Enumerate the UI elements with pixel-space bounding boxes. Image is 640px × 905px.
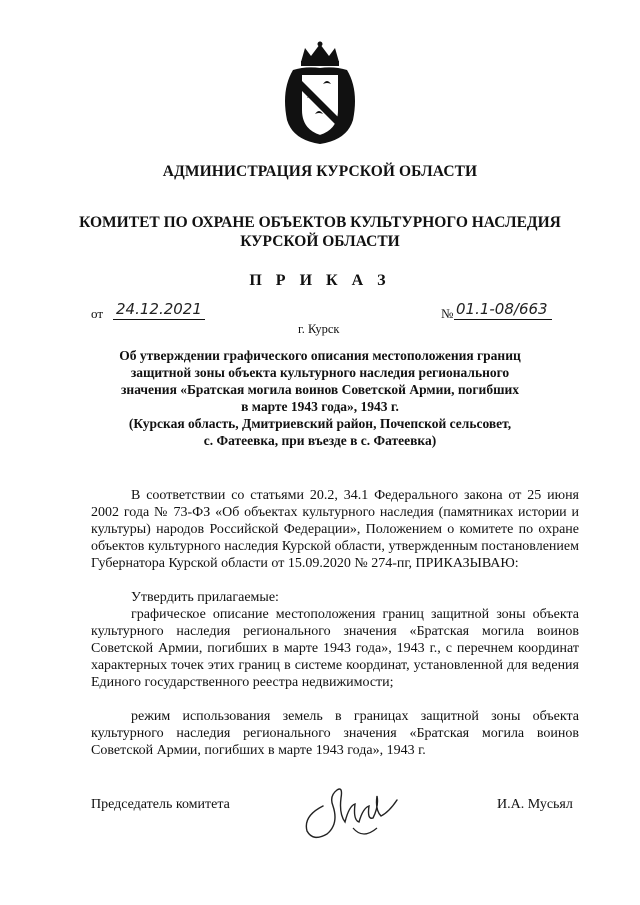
subject-line: значения «Братская могила воинов Советской Армии, погибших — [121, 382, 519, 397]
coat-of-arms-icon — [279, 40, 361, 148]
committee-title-line1: КОМИТЕТ ПО ОХРАНЕ ОБЪЕКТОВ КУЛЬТУРНОГО НАСЛЕДИЯ — [79, 214, 561, 231]
number-label: № — [441, 306, 454, 321]
signatory-name: И.А. Мусьял — [497, 797, 573, 812]
signature-icon — [293, 776, 413, 846]
number-underline — [454, 319, 552, 320]
body-paragraph-land-use-regime: режим использования земель в границах защитной зоны объекта культурного наследия регионального значения «Братская могила воинов Советской Армии, погибших в марте 1943 года», 1943 г. — [91, 709, 579, 758]
committee-title-line2: КУРСКОЙ ОБЛАСТИ — [240, 233, 400, 250]
subject-line: (Курская область, Дмитриевский район, Почепской сельсовет, — [128, 416, 512, 431]
administration-title: АДМИНИСТРАЦИЯ КУРСКОЙ ОБЛАСТИ — [162, 163, 478, 180]
subject-line: Об утверждении графического описания местоположения границ — [119, 348, 521, 363]
city: г. Курск — [298, 322, 340, 336]
date-value: 24.12.2021 — [116, 300, 202, 318]
body-paragraph-approve: Утвердить прилагаемые: — [131, 590, 279, 605]
committee-title — [40, 213, 600, 251]
body-paragraph-graphic-description: графическое описание местоположения границ защитной зоны объекта культурного наследия регионального значения «Братская могила воинов Советской Армии, погибших в марте 1943 года», 1943 г., с перечнем координат характерных точек этих границ в системе координат, установленной для ведения Единого государственного реестра недвижимости; — [91, 607, 579, 690]
subject-line: с. Фатеевка, при въезде в с. Фатеевка) — [203, 433, 437, 448]
subject-line: в марте 1943 года», 1943 г. — [241, 399, 399, 414]
document-type: П Р И К А З — [249, 272, 391, 289]
subject-line: защитной зоны объекта культурного наследия регионального — [130, 365, 510, 380]
number-value: 01.1-08/663 — [456, 300, 548, 318]
order-subject — [95, 347, 545, 449]
date-label: от — [91, 306, 104, 321]
signatory-position: Председатель комитета — [91, 797, 230, 812]
body-paragraph-basis: В соответствии со статьями 20.2, 34.1 Федерального закона от 25 июня 2002 года № 73-ФЗ «Об объектах культурного наследия (памятниках истории и культуры) народов Российской Федерации», Положением о комитете по охране объектов культурного наследия Курской области, утвержденным постановлением Губернатора Курской области от 15.09.2020 № 274-пг, ПРИКАЗЫВАЮ: — [91, 488, 579, 571]
date-underline — [113, 319, 205, 320]
